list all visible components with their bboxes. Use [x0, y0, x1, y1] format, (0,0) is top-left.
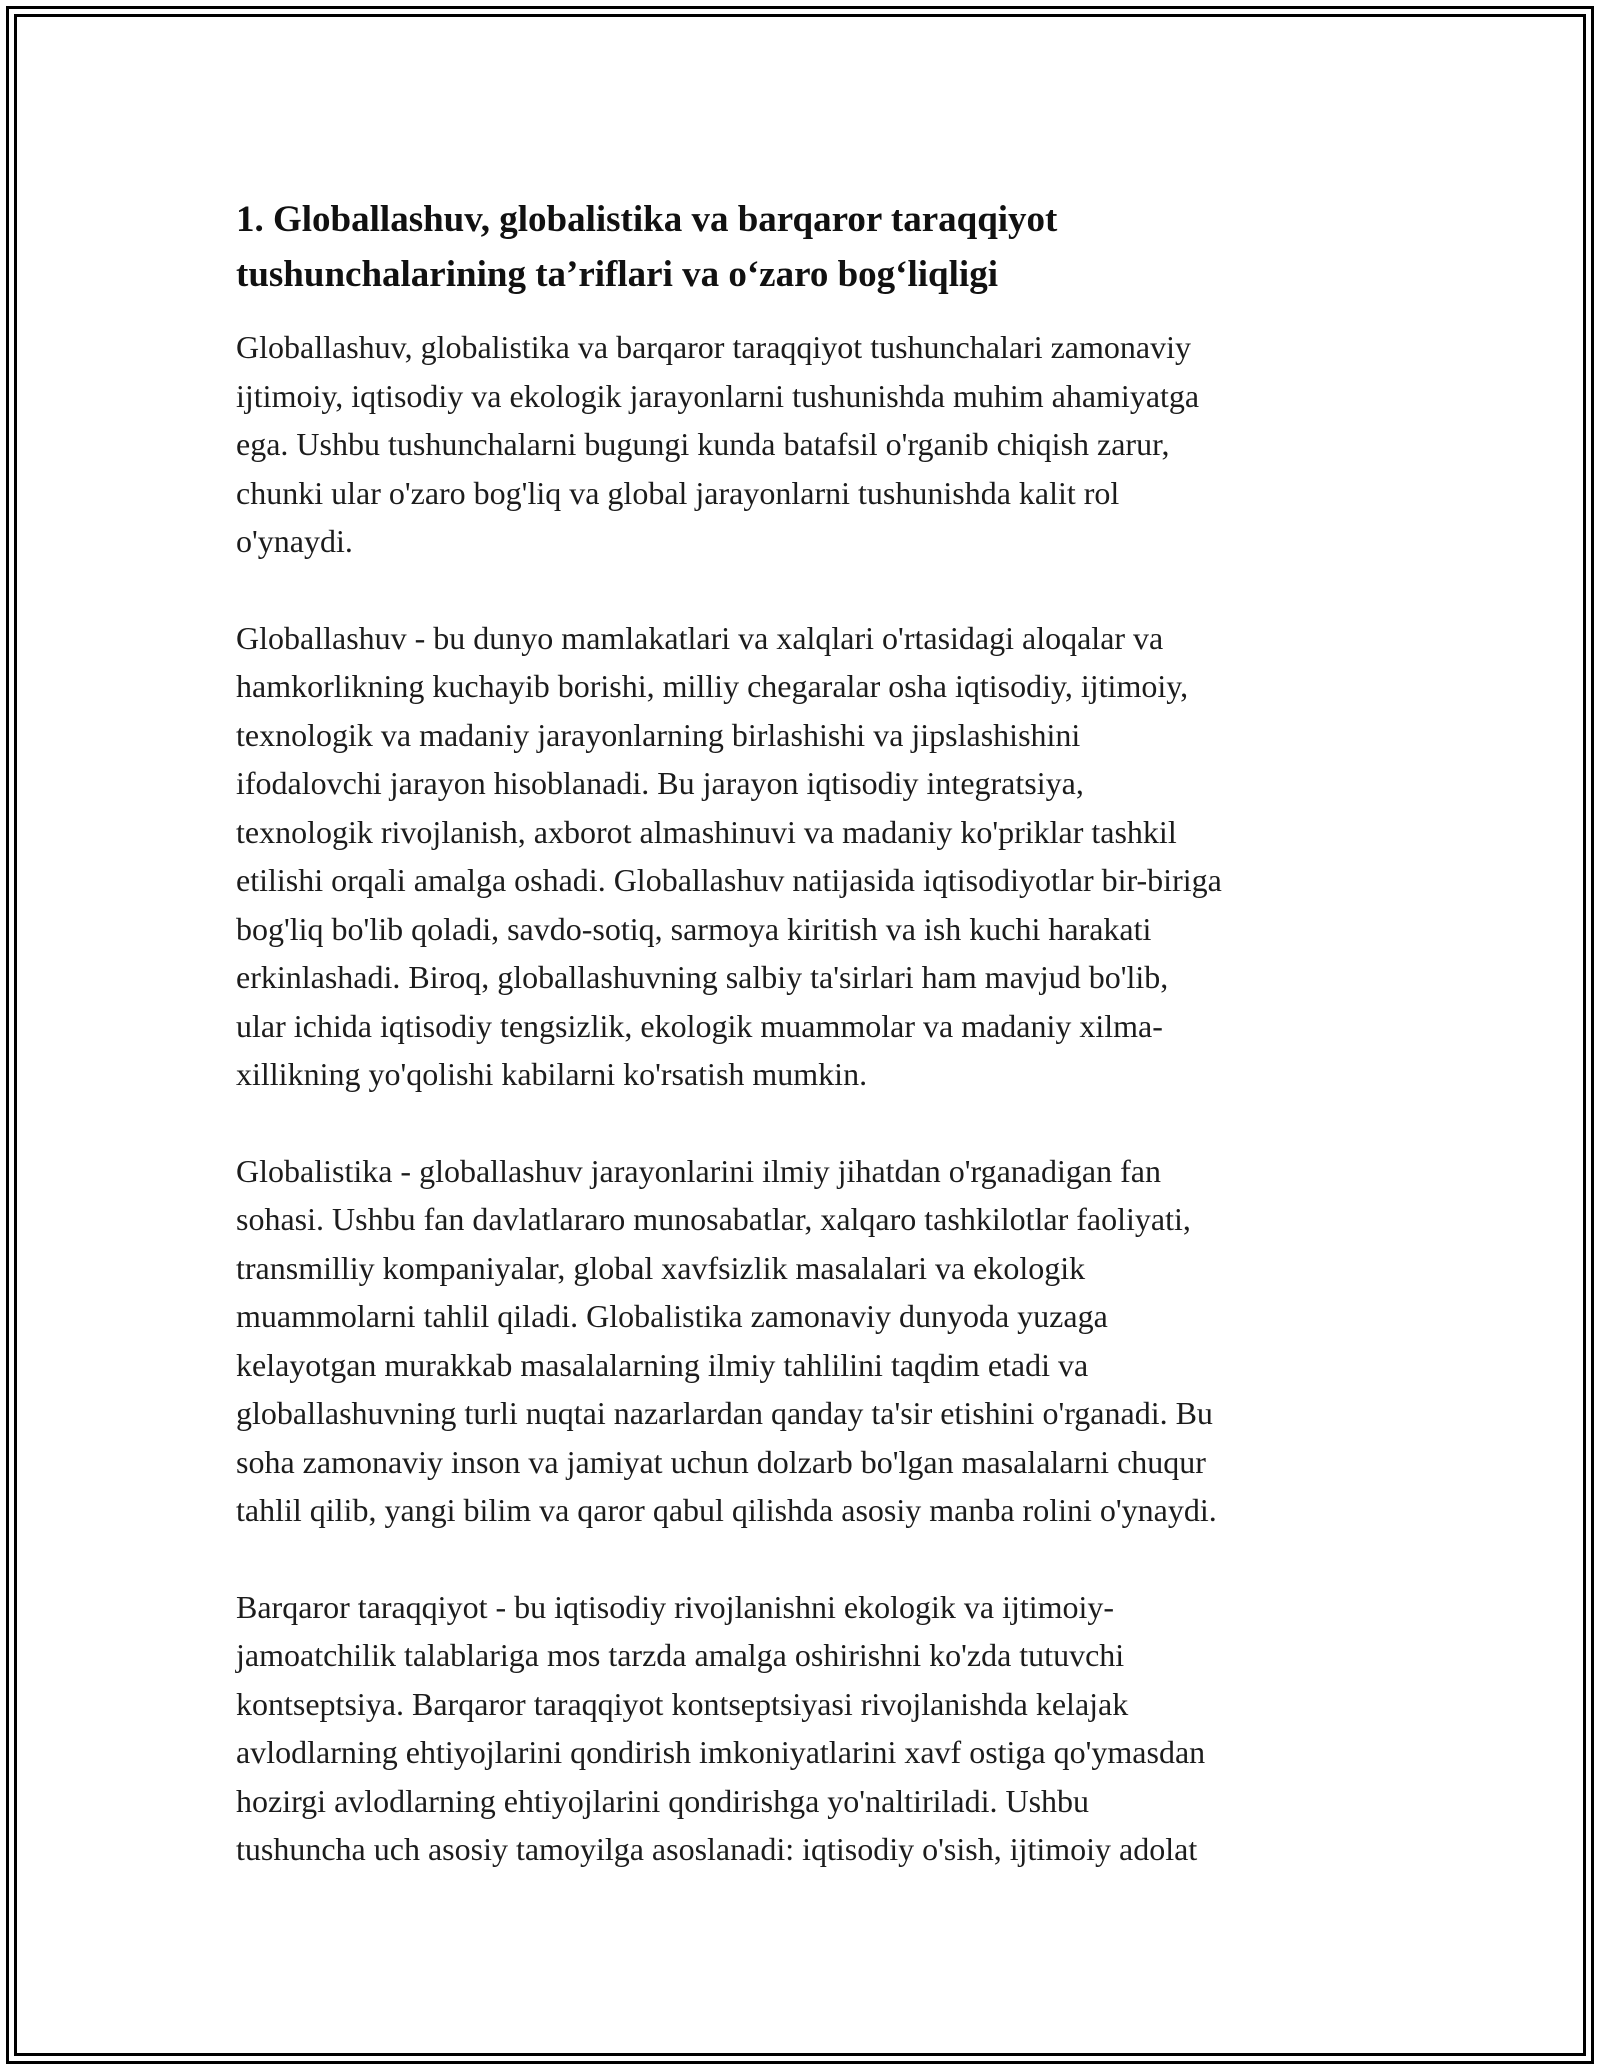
text-line: Barqaror taraqqiyot - bu iqtisodiy rivojlanishni ekologik va ijtimoiy- [236, 1588, 1115, 1625]
text-line: bog'liq bo'lib qoladi, savdo-sotiq, sarmoya kiritish va ish kuchi harakati [236, 910, 1152, 947]
text-line: tahlil qilib, yangi bilim va qaror qabul qilishda asosiy manba rolini o'ynaydi. [236, 1492, 1217, 1528]
text-line: texnologik rivojlanish, axborot almashinuvi va madaniy ko'priklar tashkil [236, 813, 1177, 850]
text-line: Globallashuv - bu dunyo mamlakatlari va xalqlari o'rtasidagi aloqalar va [236, 619, 1164, 656]
text-line: Globallashuv, globalistika va barqaror taraqqiyot tushunchalari zamonaviy [236, 329, 1191, 365]
heading-line: 1. Globallashuv, globalistika va barqaror taraqqiyot [236, 199, 1058, 240]
text-line: tushuncha uch asosiy tamoyilga asoslanadi: iqtisodiy o'sish, ijtimoiy adolat [236, 1831, 1198, 1867]
text-line: hozirgi avlodlarning ehtiyojlarini qondirishga yo'naltiriladi. Ushbu [236, 1782, 1090, 1819]
text-line: jamoatchilik talablariga mos tarzda amalga oshirishni ko'zda tutuvchi [236, 1637, 1125, 1673]
text-line: ular ichida iqtisodiy tengsizlik, ekologik muammolar va madaniy xilma- [236, 1007, 1163, 1044]
text-line: texnologik va madaniy jarayonlarning birlashishi va jipslashishini [236, 716, 1081, 753]
text-line: etilishi orqali amalga oshadi. Globallashuv natijasida iqtisodiyotlar bir-biriga [236, 862, 1222, 898]
text-line: chunki ular o'zaro bog'liq va global jarayonlarni tushunishda kalit rol [236, 474, 1120, 511]
text-line: soha zamonaviy inson va jamiyat uchun dolzarb bo'lgan masalalarni chuqur [236, 1443, 1206, 1480]
text-line: avlodlarning ehtiyojlarini qondirish imkoniyatlarini xavf ostiga qo'ymasdan [236, 1734, 1206, 1770]
text-line: erkinlashadi. Biroq, globallashuvning salbiy ta'sirlari ham mavjud bo'lib, [236, 959, 1169, 995]
text-line: kelayotgan murakkab masalalarning ilmiy tahlilini taqdim etadi va [236, 1346, 1089, 1383]
text-line: transmilliy kompaniyalar, global xavfsizlik masalalari va ekologik [236, 1249, 1086, 1286]
text-line: hamkorlikning kuchayib borishi, milliy chegaralar osha iqtisodiy, ijtimoiy, [236, 668, 1189, 704]
text-line: ega. Ushbu tushunchalarni bugungi kunda batafsil o'rganib chiqish zarur, [236, 426, 1170, 462]
paragraph-globallashuv [236, 614, 1371, 1099]
document-page [236, 192, 1371, 1922]
text-line: o'ynaydi. [236, 523, 353, 559]
text-line: xillikning yo'qolishi kabilarni ko'rsatish mumkin. [236, 1056, 868, 1092]
text-line: ijtimoiy, iqtisodiy va ekologik jarayonlarni tushunishda muhim ahamiyatga [236, 377, 1200, 414]
paragraph-globalistika [236, 1147, 1371, 1535]
text-line: kontseptsiya. Barqaror taraqqiyot kontseptsiyasi rivojlanishda kelajak [236, 1685, 1129, 1722]
text-line: globallashuvning turli nuqtai nazarlardan qanday ta'sir etishini o'rganadi. Bu [236, 1395, 1213, 1431]
paragraph-intro [236, 323, 1371, 566]
section-heading [236, 192, 1371, 302]
text-line: ifodalovchi jarayon hisoblanadi. Bu jarayon iqtisodiy integratsiya, [236, 765, 1084, 801]
paragraph-barqaror-taraqqiyot [236, 1583, 1371, 1874]
text-line: sohasi. Ushbu fan davlatlararo munosabatlar, xalqaro tashkilotlar faoliyati, [236, 1201, 1191, 1237]
text-line: muammolarni tahlil qiladi. Globalistika zamonaviy dunyoda yuzaga [236, 1298, 1108, 1334]
heading-line: tushunchalarining ta’riflari va o‘zaro bog‘liqligi [236, 254, 998, 295]
text-line: Globalistika - globallashuv jarayonlarini ilmiy jihatdan o'rganadigan fan [236, 1152, 1161, 1189]
